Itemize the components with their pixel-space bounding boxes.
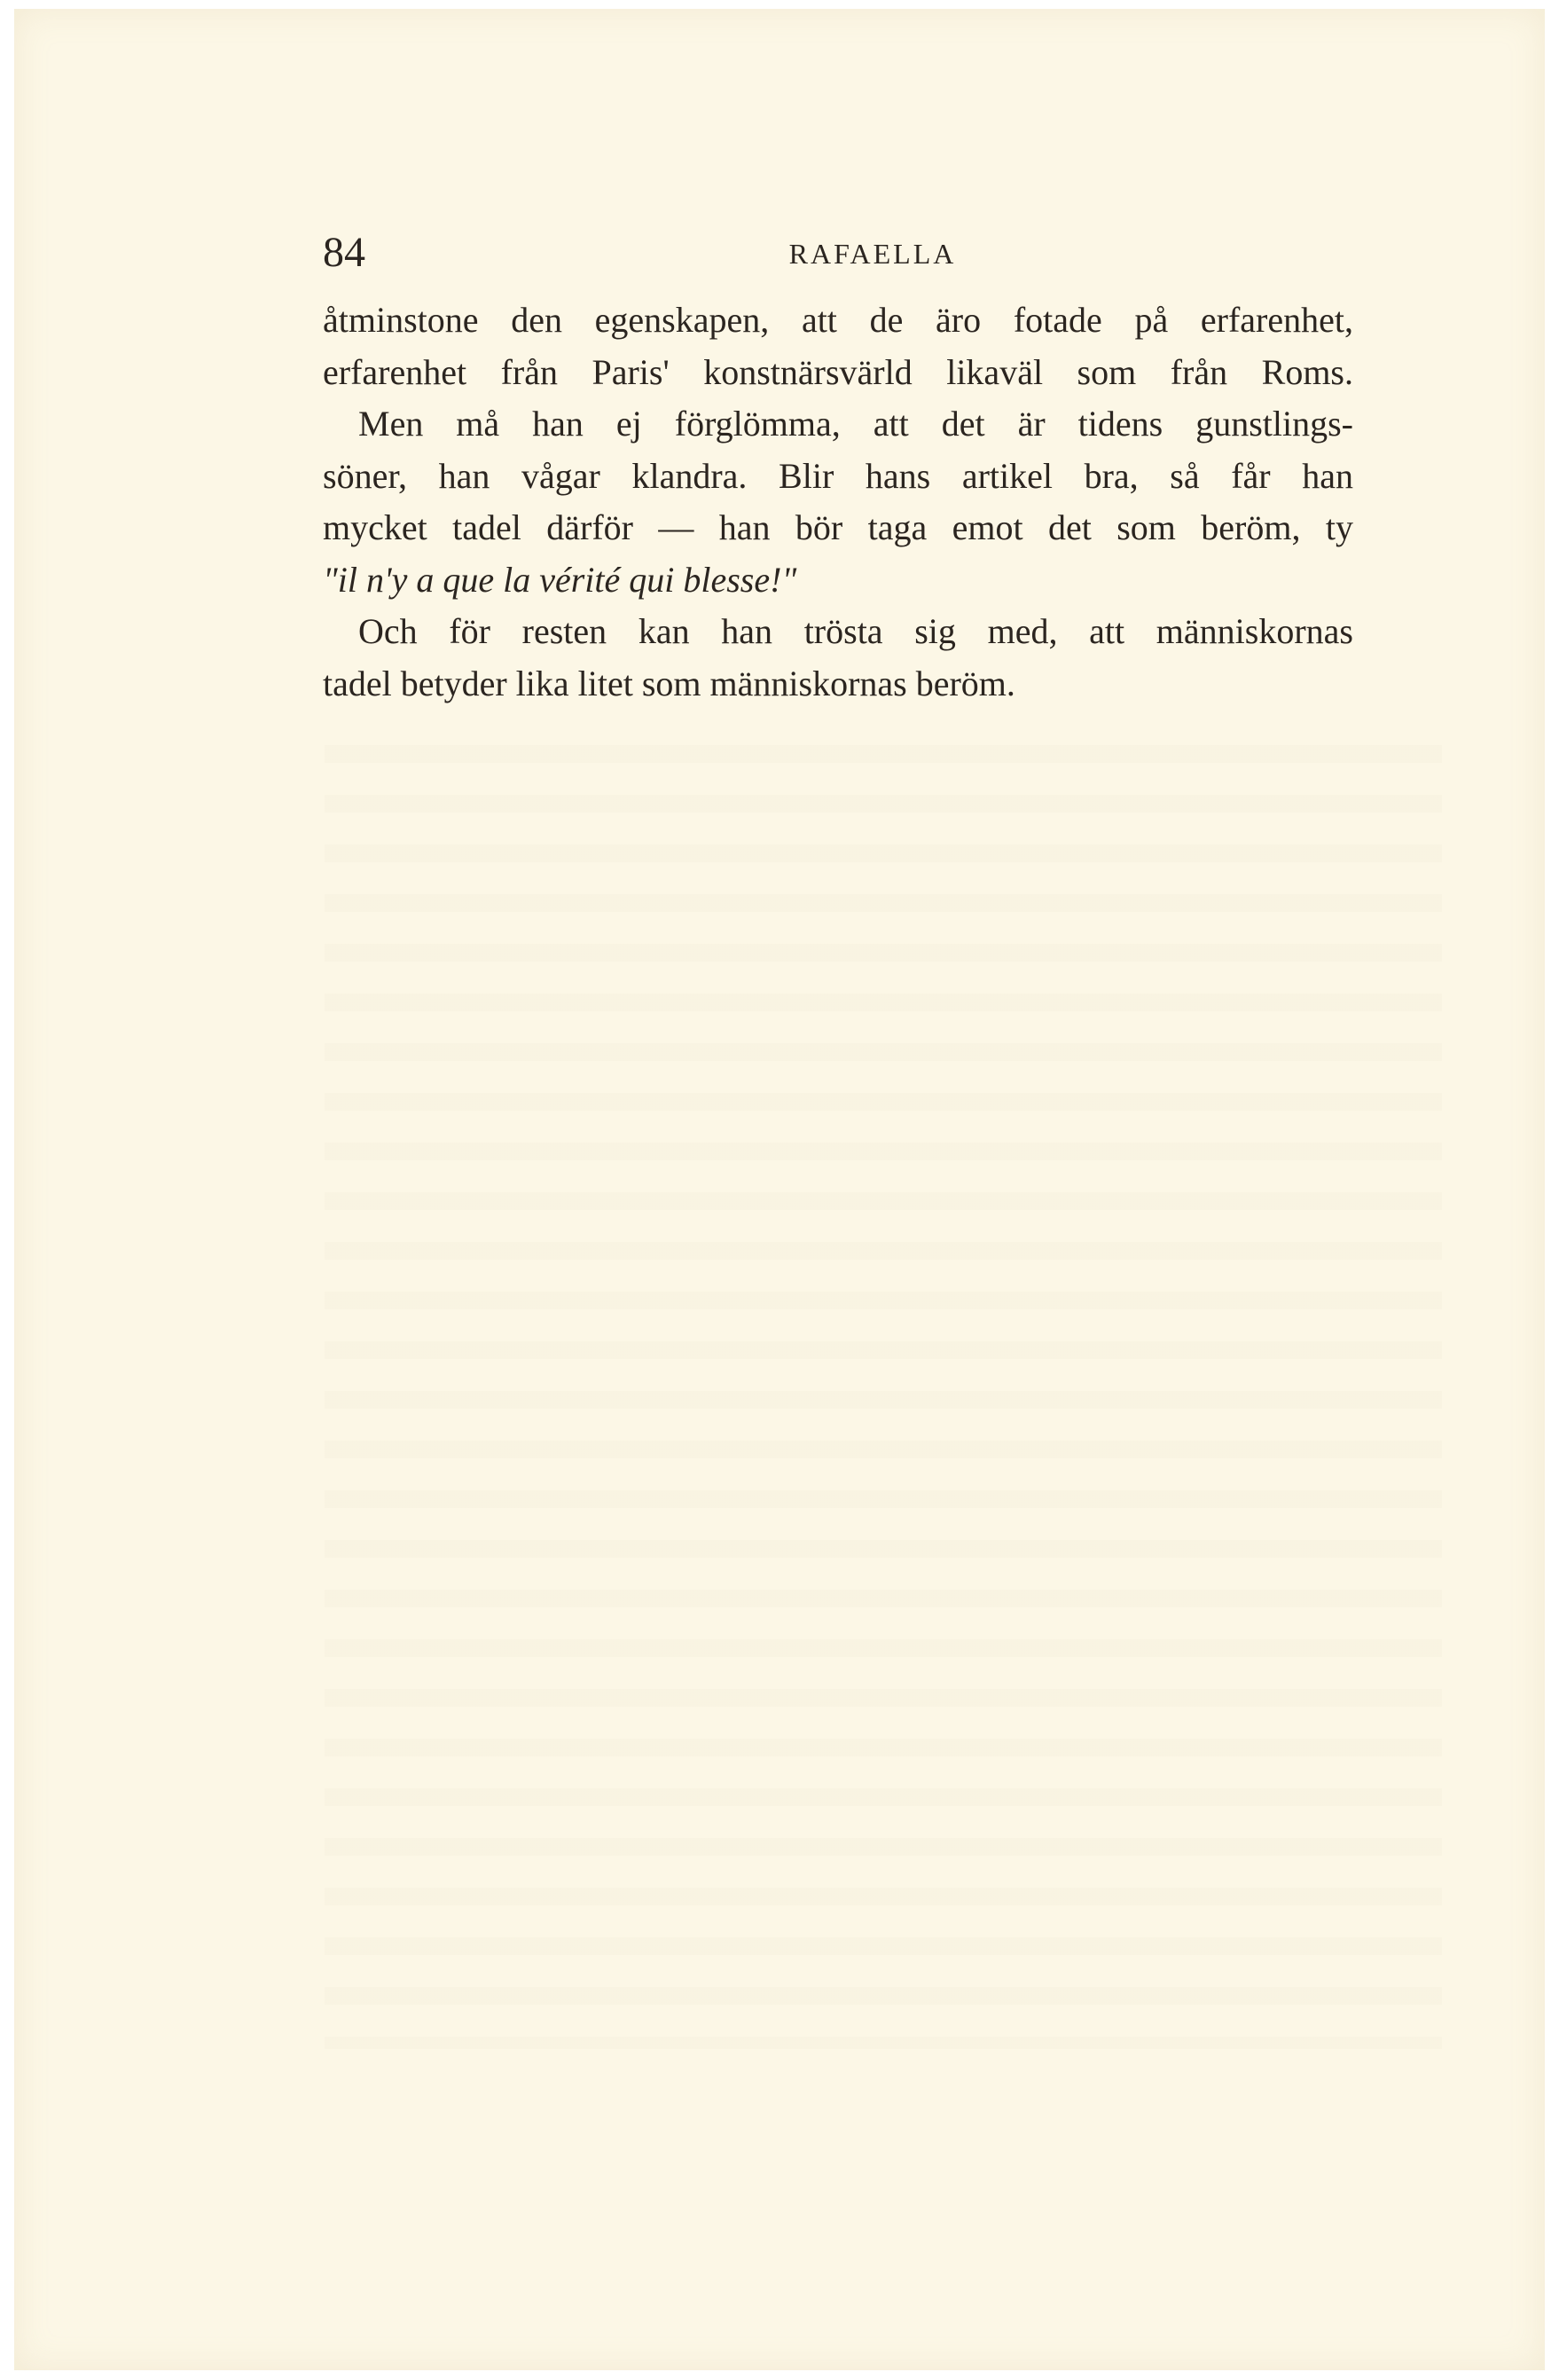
text-line: erfarenhet från Paris' konstnärsvärld likaväl som från Roms. bbox=[323, 351, 1353, 392]
paragraph-1 bbox=[323, 295, 1353, 606]
page-header bbox=[323, 226, 1422, 279]
page-number: 84 bbox=[323, 229, 365, 276]
body-text bbox=[323, 295, 1353, 710]
paragraph-2 bbox=[323, 606, 1353, 710]
text-line: Men må han ej förglömma, att det är tidens gunstlings- bbox=[358, 404, 1353, 444]
text-line: åtminstone den egenskapen, att de äro fotade på erfarenhet, bbox=[323, 300, 1353, 340]
show-through-texture bbox=[325, 719, 1442, 2049]
running-title: RAFAELLA bbox=[788, 238, 957, 270]
text-line: tadel betyder lika litet som människornas beröm. bbox=[323, 663, 1015, 703]
text-line: söner, han vågar klandra. Blir hans artikel bra, så får han bbox=[323, 455, 1353, 496]
french-quote: "il n'y a que la vérité qui blesse!" bbox=[323, 559, 797, 600]
text-line: Och för resten kan han trösta sig med, att människornas bbox=[358, 611, 1353, 651]
text-line: mycket tadel därför — han bör taga emot det som beröm, ty bbox=[323, 507, 1353, 547]
